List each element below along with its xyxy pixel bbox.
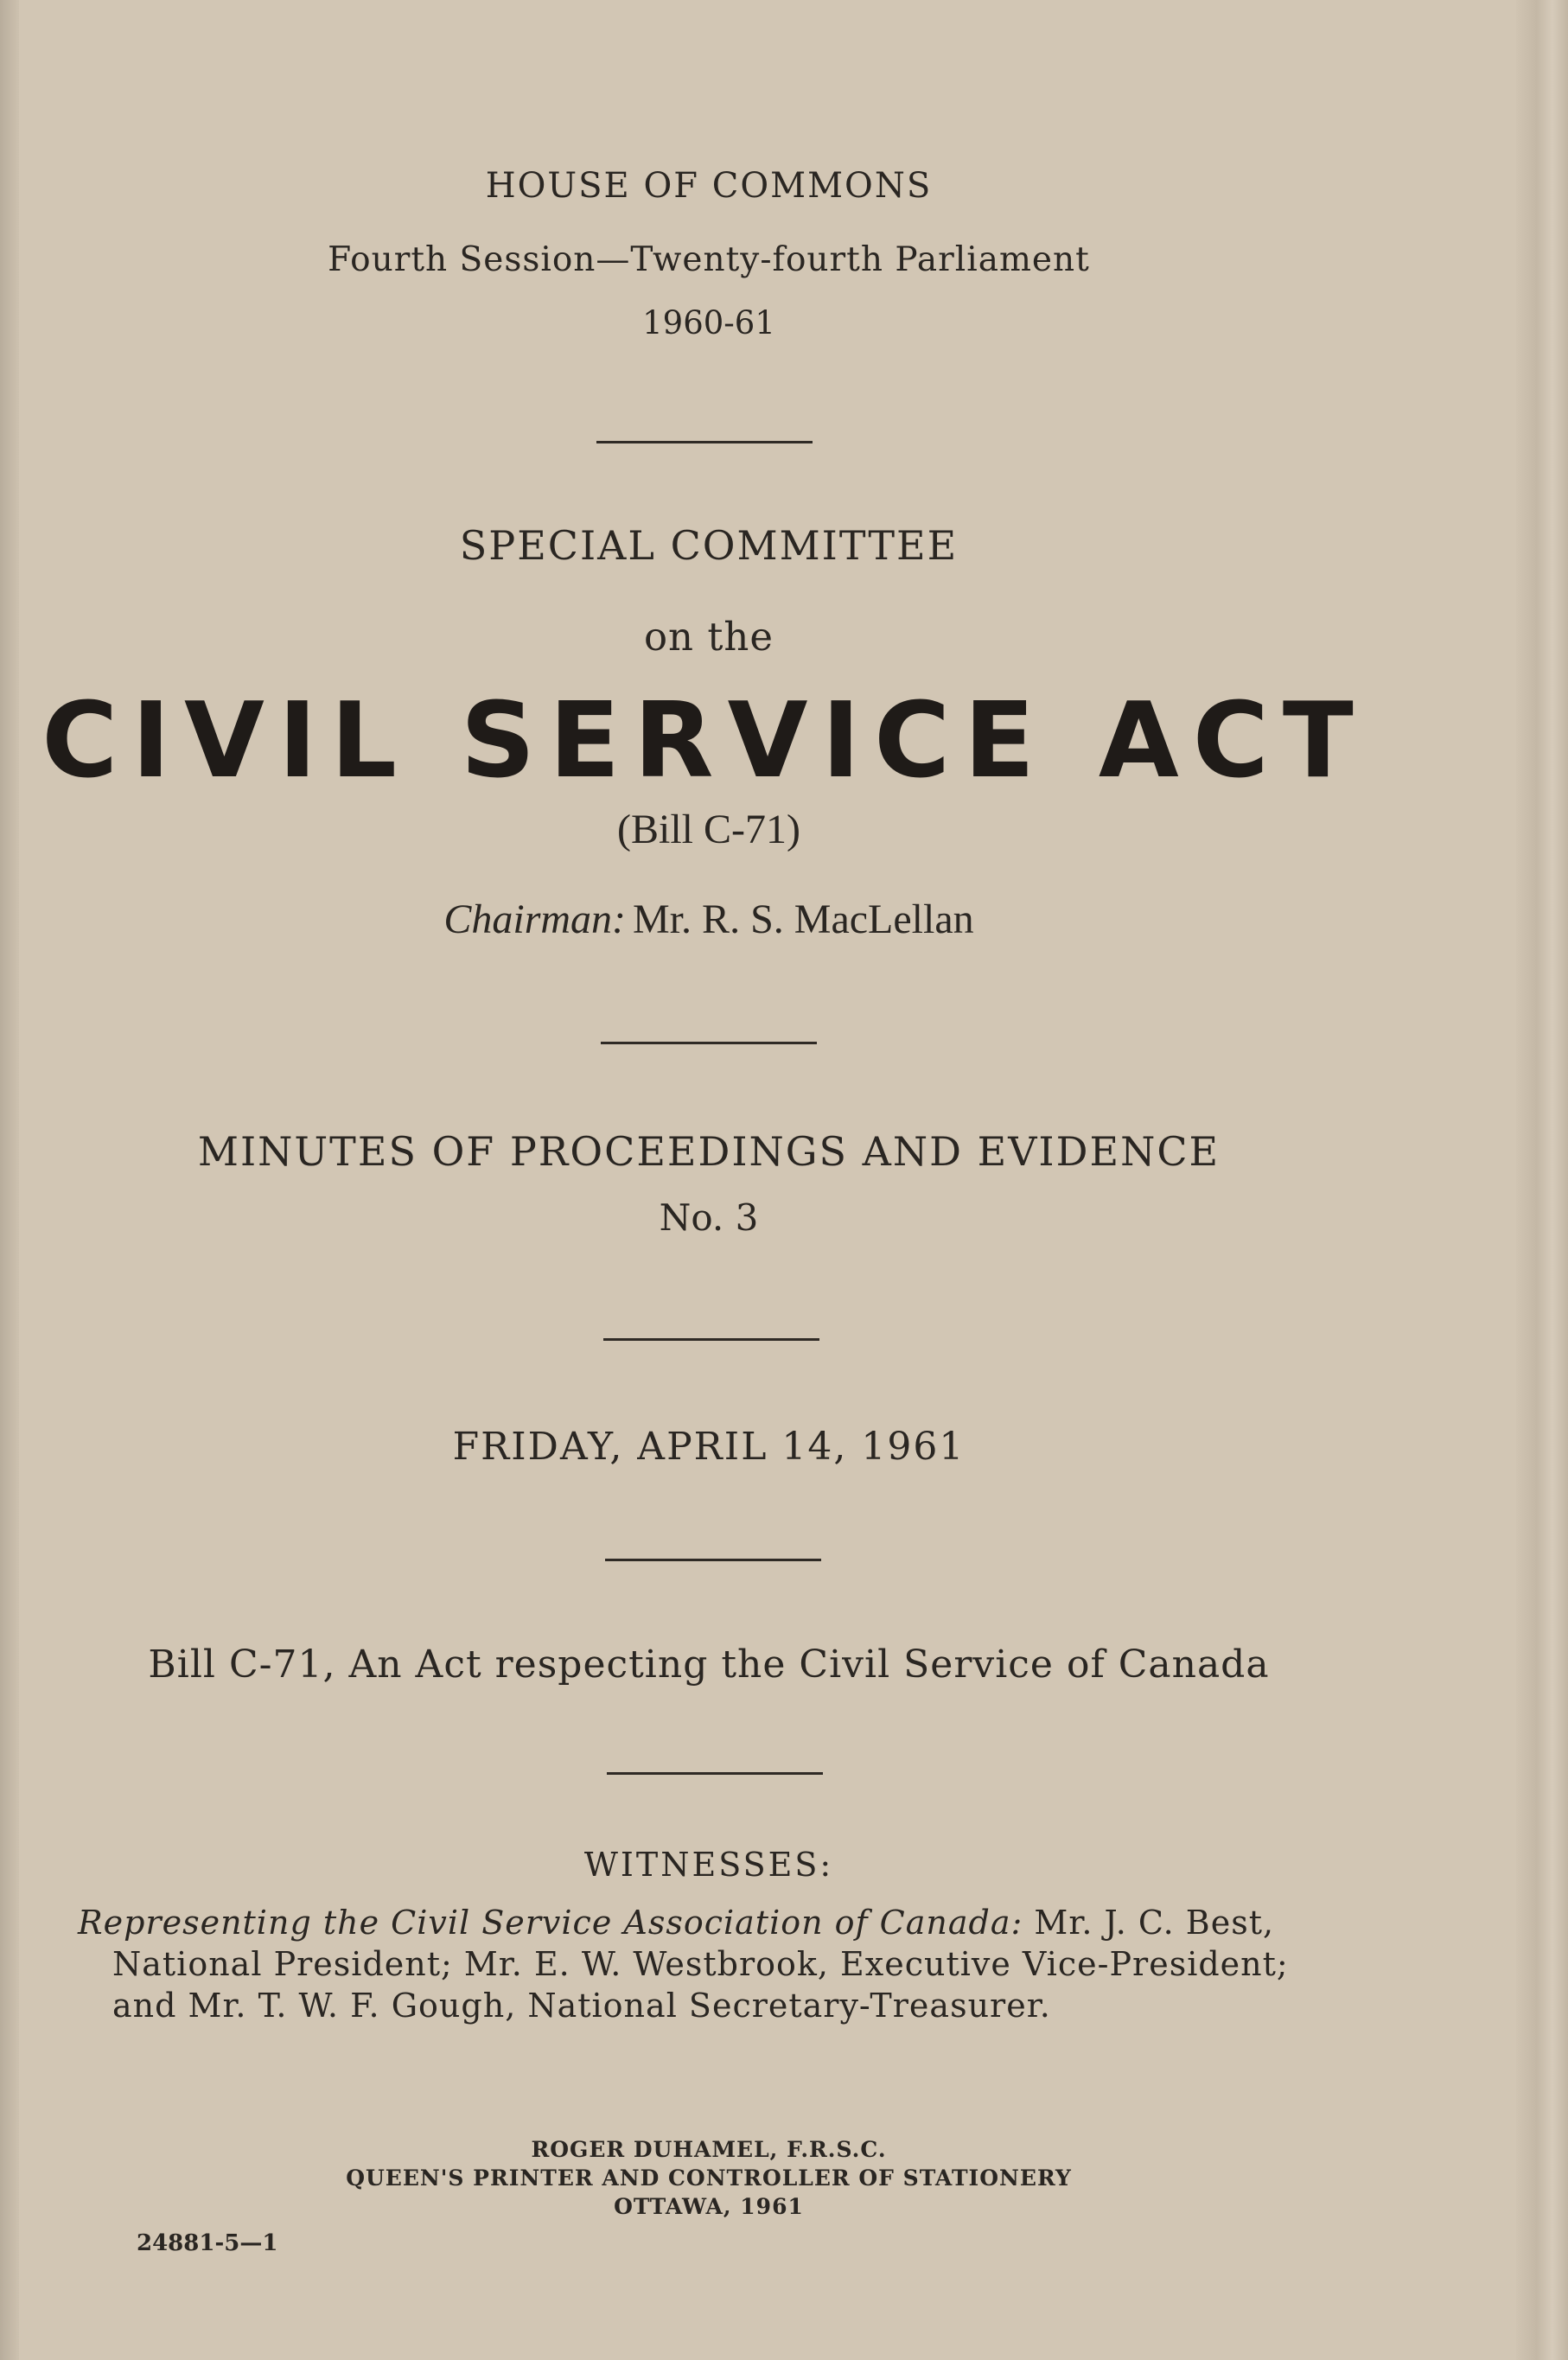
- printer-place: OTTAWA, 1961: [614, 2194, 804, 2219]
- bill-number: (Bill C-71): [617, 807, 800, 852]
- witness-first: Mr. J. C. Best,: [1034, 1904, 1275, 1942]
- printer-title: QUEEN'S PRINTER AND CONTROLLER OF STATIONERY: [346, 2165, 1072, 2191]
- divider-rule: [607, 1772, 823, 1775]
- divider-rule: [601, 1042, 817, 1044]
- committee-heading: SPECIAL COMMITTEE: [459, 522, 959, 569]
- chairman-name: Mr. R. S. MacLellan: [633, 896, 974, 942]
- document-code: 24881-5—1: [137, 2230, 278, 2256]
- minutes-heading: MINUTES OF PROCEEDINGS AND EVIDENCE: [197, 1128, 1221, 1175]
- witness-line-1: [78, 1902, 1374, 1943]
- bill-description: Bill C-71, An Act respecting the Civil Service of Canada: [148, 1642, 1270, 1687]
- issue-number: No. 3: [659, 1196, 759, 1239]
- document-title: CIVIL SERVICE ACT: [41, 681, 1367, 801]
- session-line: Fourth Session—Twenty-fourth Parliament: [328, 240, 1090, 279]
- representing-label: Representing the Civil Service Association of Canada:: [78, 1904, 1023, 1942]
- divider-rule: [605, 1559, 821, 1561]
- divider-rule: [603, 1338, 819, 1341]
- page-binding-edge: [0, 0, 19, 2360]
- on-the-text: on the: [643, 614, 774, 660]
- session-years: 1960-61: [642, 304, 775, 341]
- witnesses-heading: WITNESSES:: [583, 1846, 834, 1884]
- witness-line-3: and Mr. T. W. F. Gough, National Secretary-Treasurer.: [112, 1987, 1051, 2025]
- chairman-label: Chairman:: [443, 896, 627, 942]
- witnesses-paragraph: [78, 1902, 1374, 2026]
- meeting-date: FRIDAY, APRIL 14, 1961: [452, 1425, 966, 1469]
- chairman-line: [0, 896, 1418, 943]
- house-heading: HOUSE OF COMMONS: [485, 166, 933, 206]
- page-fore-edge: [1516, 0, 1568, 2360]
- witness-line-2: National President; Mr. E. W. Westbrook, Executive Vice-President;: [112, 1945, 1289, 1983]
- divider-rule: [596, 441, 813, 443]
- printer-name: ROGER DUHAMEL, F.R.S.C.: [531, 2137, 887, 2162]
